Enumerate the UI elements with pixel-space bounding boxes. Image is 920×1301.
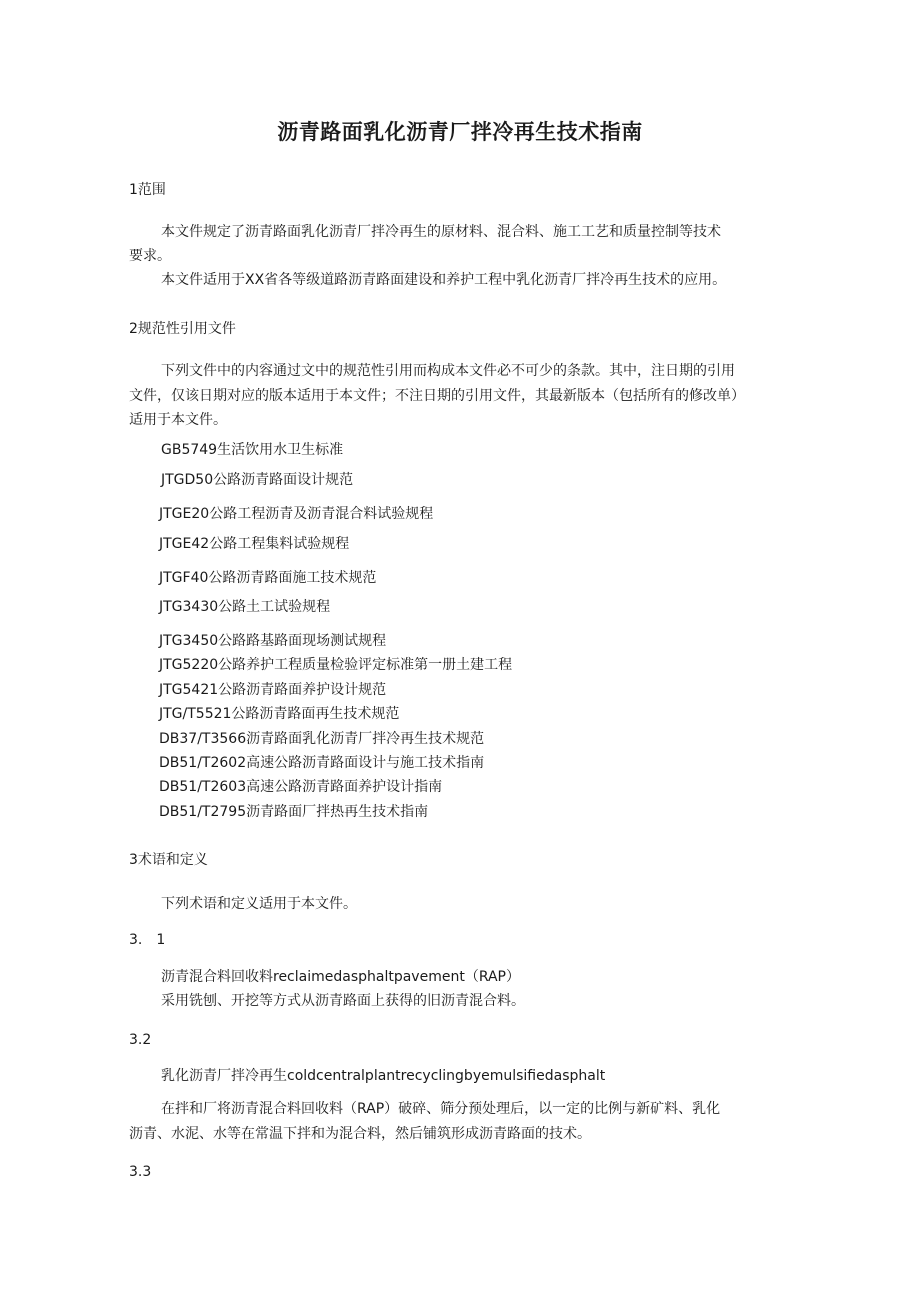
term-3-2-name: 乳化沥青厂拌冷再生coldcentralplantrecyclingbyemulsifiedasphalt	[161, 1068, 606, 1084]
section-1-paragraph-2: 本文件适用于XX省各等级道路沥青路面建设和养护工程中乳化沥青厂拌冷再生技术的应用。	[161, 272, 727, 288]
section-2-paragraph-line-2: 文件，仅该日期对应的版本适用于本文件；不注日期的引用文件，其最新版本（包括所有的修改单）	[129, 388, 745, 404]
term-3-2-number: 3.2	[129, 1032, 152, 1048]
section-2-paragraph-line-1: 下列文件中的内容通过文中的规范性引用而构成本文件必不可少的条款。其中，注日期的引用	[161, 363, 735, 379]
term-3-1-name: 沥青混合料回收料reclaimedasphaltpavement（RAP）	[161, 969, 521, 985]
reference-item: JTGD50公路沥青路面设计规范	[161, 472, 354, 488]
term-3-3-number: 3.3	[129, 1164, 152, 1180]
reference-item: GB5749生活饮用水卫生标准	[161, 442, 344, 458]
section-1-paragraph-1-line-2: 要求。	[129, 248, 171, 264]
reference-item: JTG3450公路路基路面现场测试规程	[159, 633, 387, 649]
section-1-heading: 1范围	[129, 182, 166, 198]
term-3-2-definition-line-1: 在拌和厂将沥青混合料回收料（RAP）破碎、筛分预处理后，以一定的比例与新矿料、乳化	[161, 1101, 721, 1117]
reference-item: JTGE42公路工程集料试验规程	[159, 536, 350, 552]
reference-item: JTG5421公路沥青路面养护设计规范	[159, 682, 387, 698]
section-3-intro: 下列术语和定义适用于本文件。	[161, 896, 357, 912]
reference-item: JTGE20公路工程沥青及沥青混合料试验规程	[159, 506, 434, 522]
reference-item: DB37/T3566沥青路面乳化沥青厂拌冷再生技术规范	[159, 731, 485, 747]
reference-item: JTG3430公路土工试验规程	[159, 599, 331, 615]
reference-item: JTGF40公路沥青路面施工技术规范	[159, 570, 377, 586]
reference-item: DB51/T2795沥青路面厂拌热再生技术指南	[159, 804, 429, 820]
section-2-paragraph-line-3: 适用于本文件。	[129, 412, 227, 428]
reference-item: DB51/T2603高速公路沥青路面养护设计指南	[159, 779, 443, 795]
section-2-heading: 2规范性引用文件	[129, 321, 236, 337]
term-3-1-number: 3. 1	[129, 932, 166, 948]
term-3-2-definition-line-2: 沥青、水泥、水等在常温下拌和为混合料，然后铺筑形成沥青路面的技术。	[129, 1126, 591, 1142]
section-1-paragraph-1-line-1: 本文件规定了沥青路面乳化沥青厂拌冷再生的原材料、混合料、施工工艺和质量控制等技术	[161, 224, 721, 240]
document-title: 沥青路面乳化沥青厂拌冷再生技术指南	[277, 120, 643, 144]
reference-item: DB51/T2602高速公路沥青路面设计与施工技术指南	[159, 755, 485, 771]
section-3-heading: 3术语和定义	[129, 852, 208, 868]
term-3-1-definition: 采用铣刨、开挖等方式从沥青路面上获得的旧沥青混合料。	[161, 993, 525, 1009]
reference-item: JTG5220公路养护工程质量检验评定标准第一册土建工程	[159, 657, 513, 673]
reference-item: JTG/T5521公路沥青路面再生技术规范	[159, 706, 400, 722]
